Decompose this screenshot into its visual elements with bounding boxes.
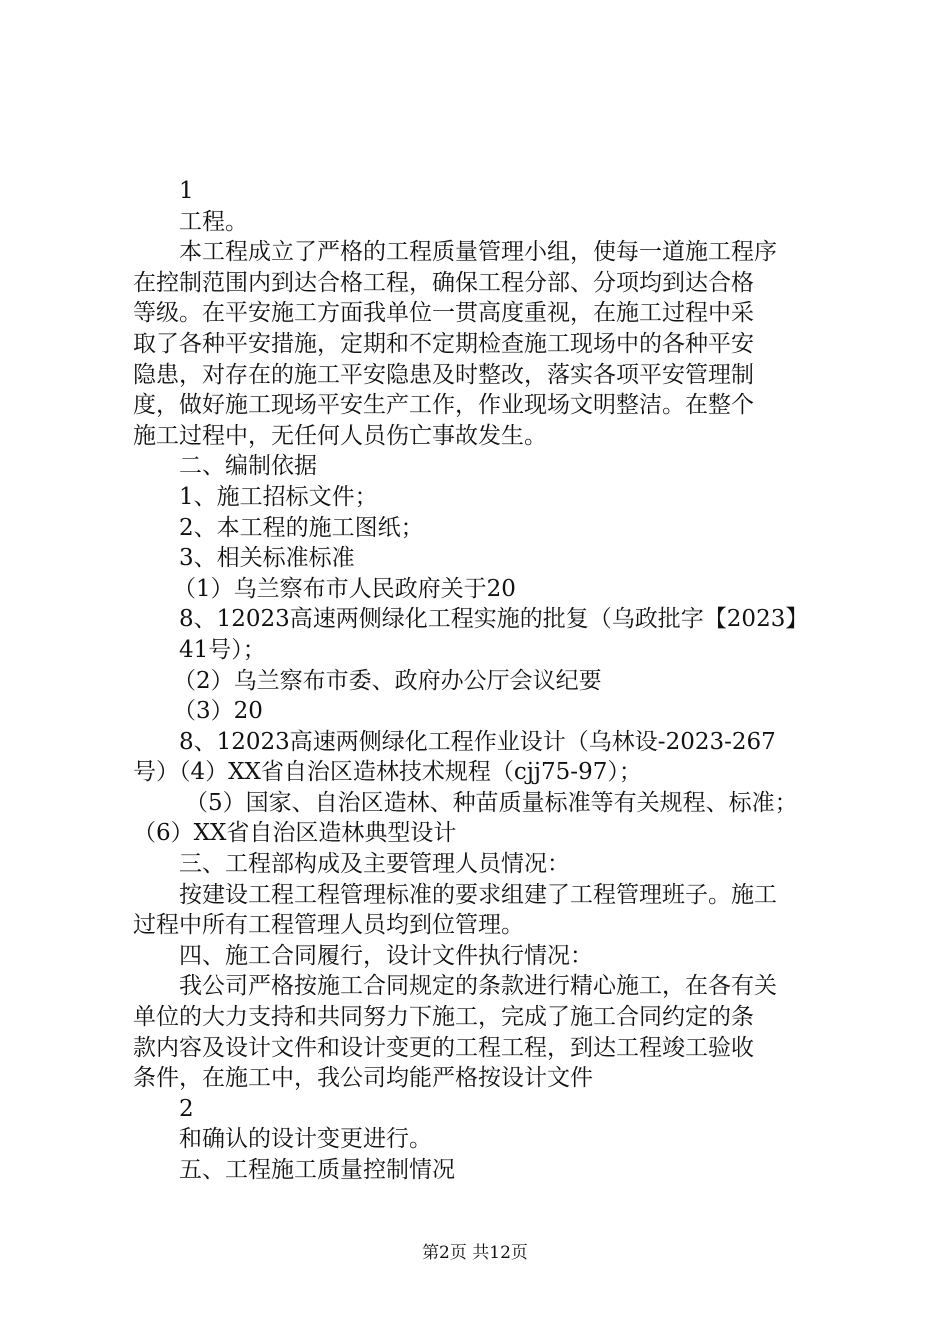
section-heading: 五、工程施工质量控制情况 [179, 1157, 455, 1183]
paragraph-line: 我公司严格按施工合同规定的条款进行精心施工，在各有关 [179, 973, 777, 1000]
list-item: 号）（4）XX省自治区造林技术规程（cjj75-97）； [133, 759, 642, 786]
list-item: （2）乌兰察布市委、政府办公厅会议纪要 [173, 667, 602, 694]
list-item: （6）XX省自治区造林典型设计 [133, 820, 457, 847]
paragraph-line: 隐患，对存在的施工平安隐患及时整改，落实各项平安管理制 [133, 361, 754, 388]
paragraph-line: 取了各种平安措施，定期和不定期检查施工现场中的各种平安 [133, 330, 754, 357]
page-marker-1: 1 [179, 178, 194, 204]
paragraph-line: 度，做好施工现场平安生产工作，作业现场文明整洁。在整个 [133, 392, 754, 419]
section-heading: 四、施工合同履行，设计文件执行情况： [179, 942, 593, 969]
list-item: （5）国家、自治区造林、种苗质量标准等有关规程、标准； [185, 789, 798, 816]
paragraph-line: 施工过程中，无任何人员伤亡事故发生。 [133, 422, 547, 449]
paragraph-line: 按建设工程工程管理标准的要求组建了工程管理班子。施工 [179, 881, 777, 908]
list-item: 1、施工招标文件； [179, 483, 378, 510]
section-heading: 三、工程部构成及主要管理人员情况： [179, 851, 570, 878]
list-item: 8、12023高速两侧绿化工程实施的批复（乌政批字【2023】 [179, 606, 809, 633]
paragraph-line: 单位的大力支持和共同努力下施工，完成了施工合同约定的条 [133, 1004, 754, 1031]
list-item: 8、12023高速两侧绿化工程作业设计（乌林设-2023-267 [179, 728, 776, 755]
section-heading: 二、编制依据 [179, 453, 317, 480]
page-footer: 第2页 共12页 [422, 1243, 528, 1263]
list-item: 2、本工程的施工图纸； [179, 514, 424, 541]
list-item: 41号）； [179, 636, 266, 663]
page-marker-2: 2 [179, 1095, 194, 1122]
paragraph-line: 在控制范围内到达合格工程，确保工程分部、分项均到达合格 [133, 269, 754, 296]
paragraph-line: 款内容及设计文件和设计变更的工程工程，到达工程竣工验收 [133, 1034, 754, 1061]
document-body [133, 176, 833, 1186]
paragraph-line: 工程。 [179, 208, 248, 235]
list-item: （1）乌兰察布市人民政府关于20 [173, 575, 516, 602]
list-item: （3）20 [173, 698, 263, 725]
paragraph-line: 本工程成立了严格的工程质量管理小组，使每一道施工程序 [179, 239, 777, 266]
paragraph-line: 和确认的设计变更进行。 [179, 1126, 432, 1153]
paragraph-line: 等级。在平安施工方面我单位一贯高度重视，在施工过程中采 [133, 300, 754, 327]
paragraph-line: 条件，在施工中，我公司均能严格按设计文件 [133, 1065, 593, 1092]
list-item: 3、相关标准标准 [179, 545, 355, 572]
paragraph-line: 过程中所有工程管理人员均到位管理。 [133, 912, 524, 939]
